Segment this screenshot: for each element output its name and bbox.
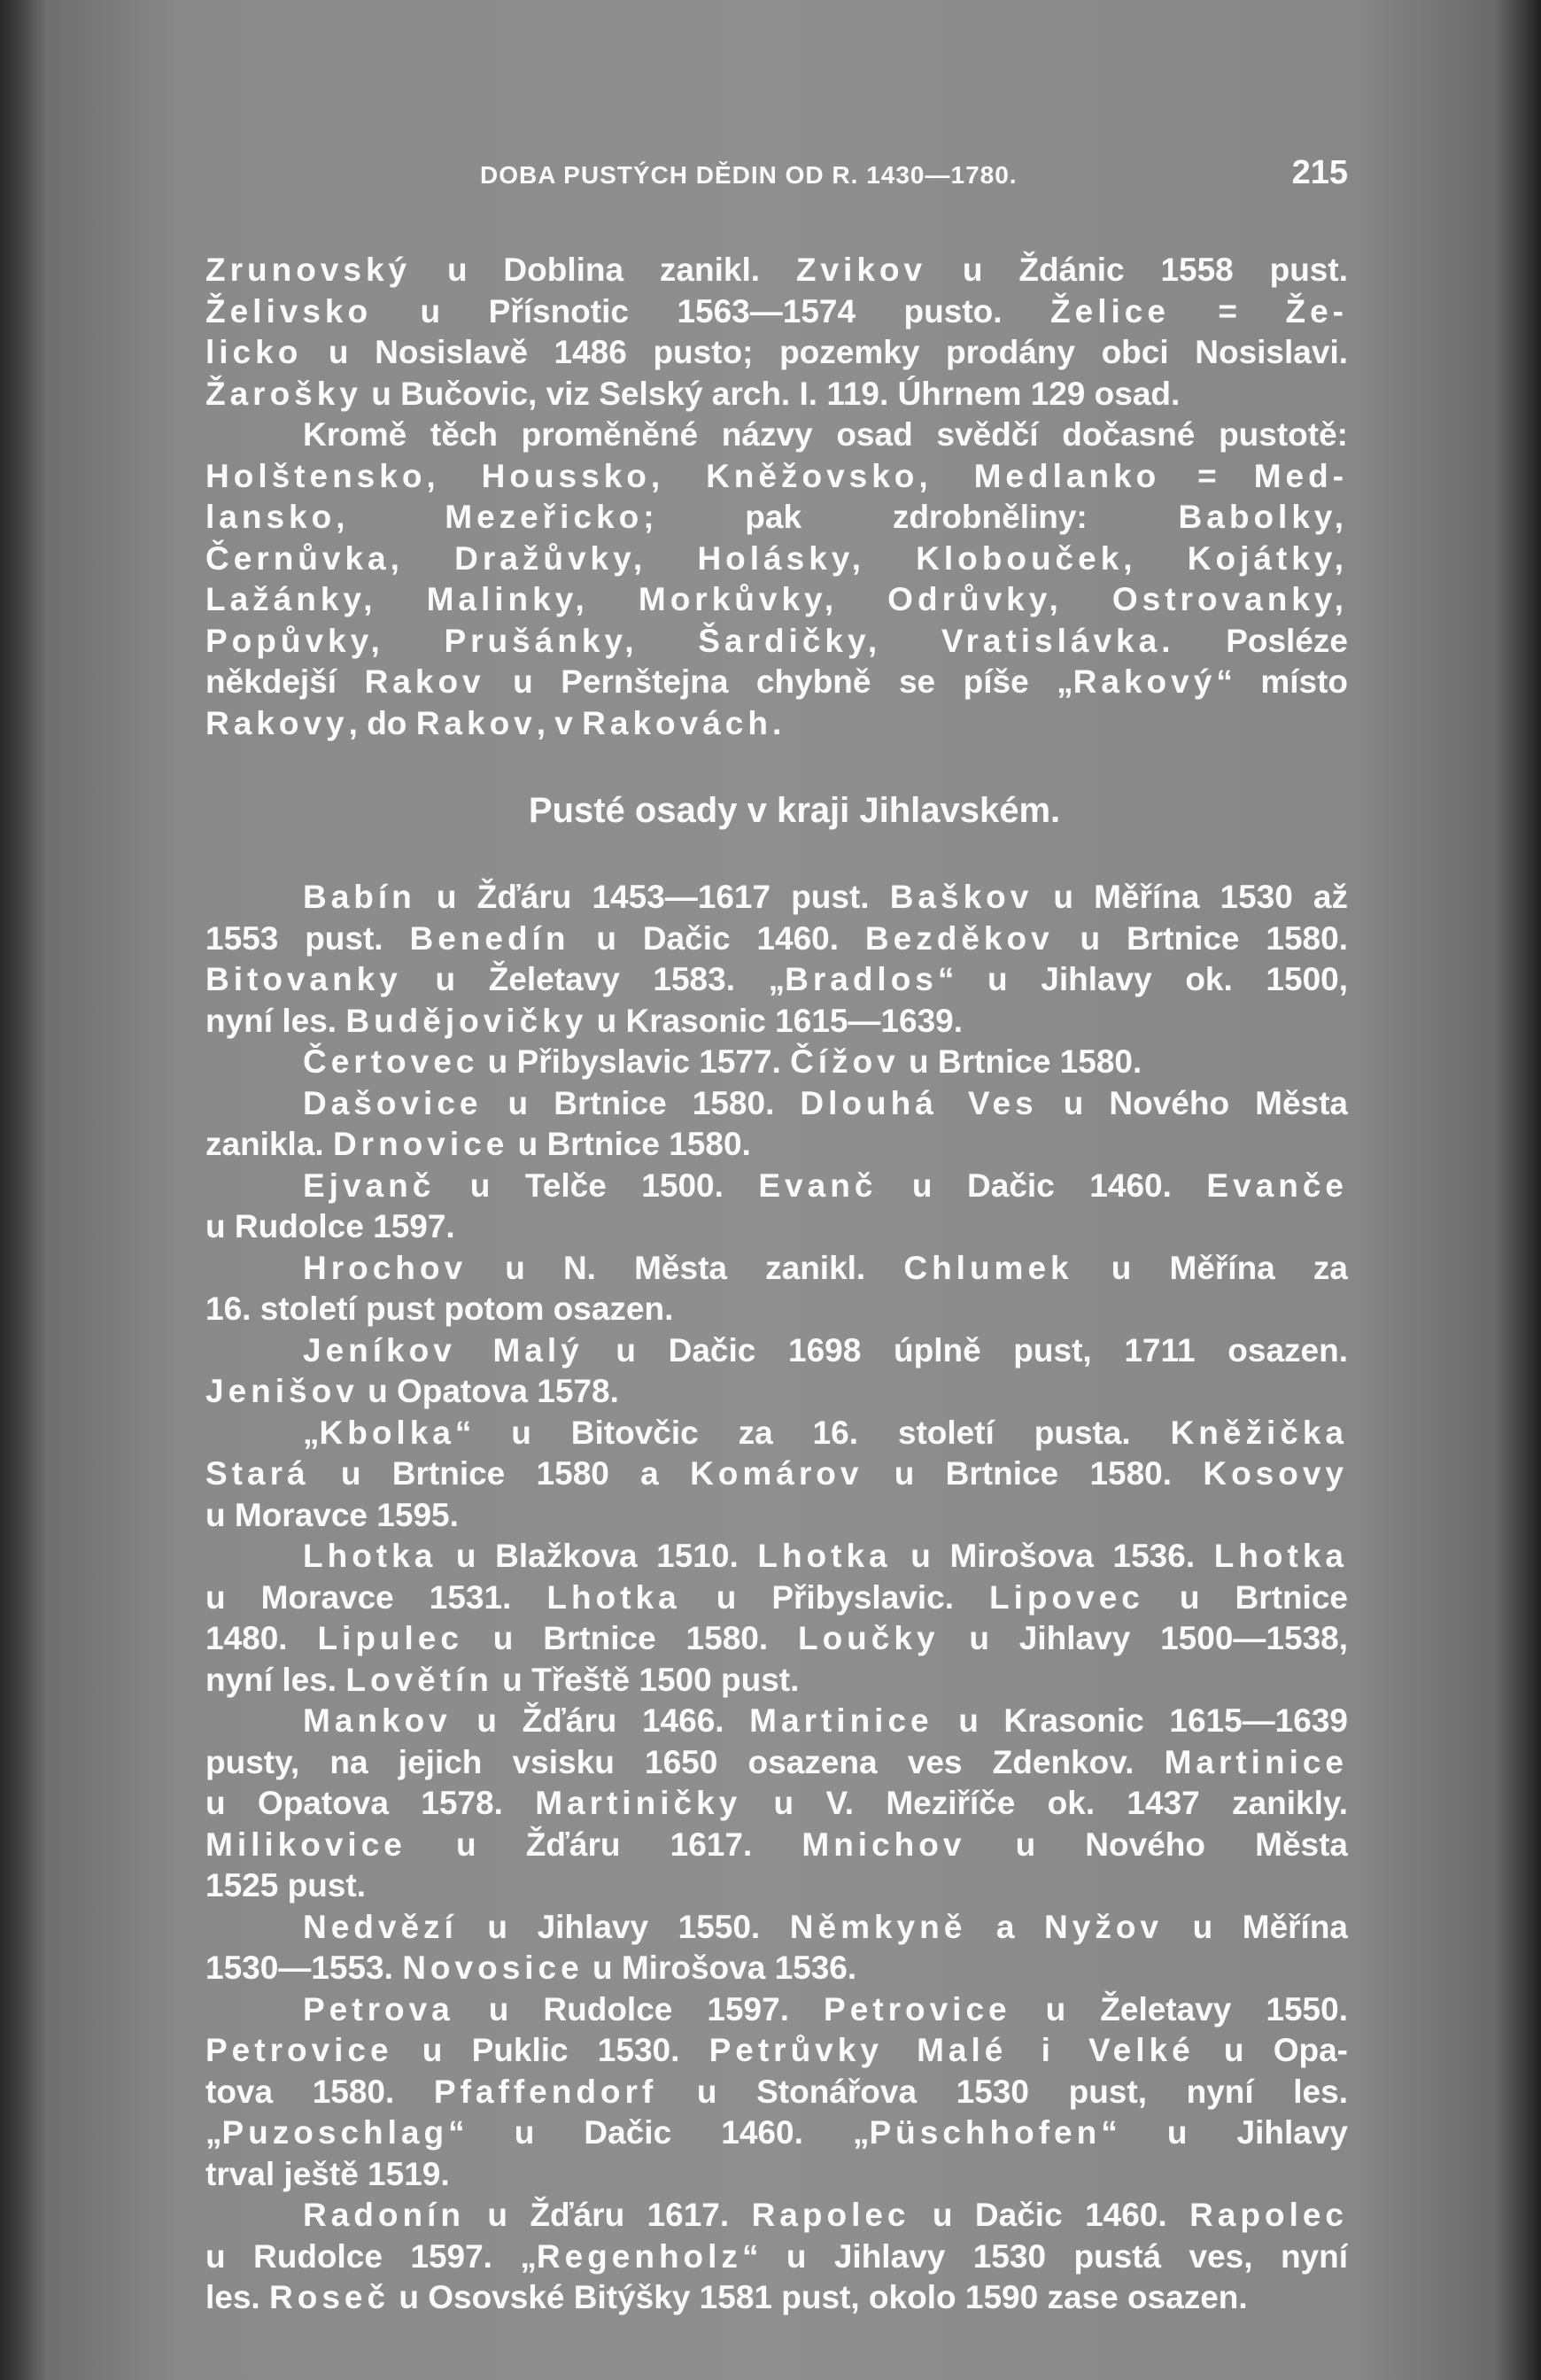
place-name: licko xyxy=(205,334,303,370)
place-name: Že- xyxy=(1285,292,1348,329)
place-name: Lipulec xyxy=(317,1620,463,1656)
text-run: u Mirošova 1536. xyxy=(891,1538,1214,1574)
paragraph xyxy=(205,1536,1348,1701)
paragraph xyxy=(205,1907,1348,1989)
text-run: „ xyxy=(303,1414,320,1451)
text-run: u Brtnice 1580. xyxy=(462,1620,798,1656)
text-line xyxy=(205,959,1348,1001)
place-name: Nyžov xyxy=(1044,1908,1164,1945)
text-line xyxy=(205,2237,1348,2278)
text-run: u Třeště 1500 pust. xyxy=(492,1661,800,1698)
text-run: u Krasonic 1615—1639. xyxy=(587,1002,964,1039)
running-title: DOBA PUSTÝCH DĚDIN OD R. 1430—1780. xyxy=(480,161,1018,189)
text-line xyxy=(205,1413,1348,1454)
text-run: = xyxy=(1169,292,1286,329)
place-name: Bezděkov xyxy=(864,919,1054,957)
text-run: u Nosislavě 1486 pusto; pozemky prodány obci Nosislavi. xyxy=(302,334,1348,370)
text-run: u Bučovic, viz Selský arch. I. 119. Úhrnem 129 osad. xyxy=(361,375,1181,412)
text-run: = xyxy=(1160,457,1254,494)
text-run: u Ždánic 1558 pust. xyxy=(926,252,1348,288)
place-name: Mnichov xyxy=(801,1826,966,1863)
place-name: Zrunovský xyxy=(205,252,412,288)
text-line xyxy=(205,621,1348,663)
place-name: Lipovec xyxy=(989,1578,1144,1616)
place-name: Popůvky, Prušánky, Šardičky, Vratislávka xyxy=(205,622,1162,659)
paragraph xyxy=(205,415,1348,744)
text-line xyxy=(205,1660,1348,1702)
paragraph xyxy=(205,1701,1348,1907)
text-line xyxy=(205,1825,1348,1866)
text-run: “ u Bitovčic za 16. století pusta. xyxy=(454,1414,1171,1451)
text-run: u Moravce 1595. xyxy=(205,1496,459,1533)
section-heading: Pusté osady v kraji Jihlavském. xyxy=(528,791,1061,830)
text-run: u Mirošova 1536. xyxy=(583,1950,857,1986)
place-name: Jenišov xyxy=(205,1373,359,1409)
text-run: u Opa- xyxy=(1194,2032,1348,2068)
place-name: Med- xyxy=(1253,457,1348,494)
place-name: Lhotka xyxy=(757,1538,892,1574)
place-name: Žarošky xyxy=(205,375,362,412)
text-run: u Pernštejna chybně se píše „ xyxy=(484,663,1073,700)
text-run: “ místo xyxy=(1216,663,1348,700)
text-line xyxy=(205,1618,1348,1660)
text-line xyxy=(205,2195,1348,2237)
text-run: u Jihlavy 1500—1538, xyxy=(939,1620,1348,1656)
page-number: 215 xyxy=(1291,154,1348,191)
text-line xyxy=(205,415,1348,456)
text-run: trval ještě 1519. xyxy=(205,2155,450,2192)
text-run: . xyxy=(771,704,782,741)
paragraph xyxy=(205,250,1348,415)
place-name: Rapolec xyxy=(1189,2197,1348,2233)
place-name: Rapolec xyxy=(751,2197,910,2233)
text-run: u N. Města zanikl. xyxy=(467,1249,904,1286)
text-run: “ u Jihlavy 1530 pustá ves, nyní xyxy=(741,2237,1348,2275)
text-run: někdejší xyxy=(205,663,365,700)
place-name: Mankov xyxy=(303,1702,452,1739)
place-name: Baškov xyxy=(889,879,1034,915)
place-name: Novosice xyxy=(402,1950,584,1986)
place-name: Zvikov xyxy=(795,252,927,288)
text-line xyxy=(205,2072,1348,2113)
text-run: “ u Dačic 1460. „ xyxy=(448,2114,870,2151)
text-run: u Stonářova 1530 pust, nyní les. xyxy=(657,2073,1348,2110)
place-name: lansko, Mezeřicko xyxy=(205,499,644,535)
text-line xyxy=(205,456,1348,498)
place-name: Jeníkov Malý xyxy=(303,1331,584,1368)
text-run: u Brtnice 1580. xyxy=(863,1455,1204,1492)
place-name: Lhotka xyxy=(1213,1538,1348,1574)
text-line xyxy=(205,332,1348,374)
text-line xyxy=(205,2154,1348,2196)
place-name: Bitovanky xyxy=(205,961,402,997)
text-run: u Žďáru 1466. xyxy=(451,1702,750,1739)
text-line xyxy=(205,2113,1348,2154)
text-line xyxy=(205,1742,1348,1784)
text-line xyxy=(205,291,1348,333)
paragraph xyxy=(205,1166,1348,1248)
text-run: u Dačic 1460. xyxy=(569,919,865,957)
text-line xyxy=(205,1371,1348,1413)
text-run: u V. Meziříče ok. 1437 zanikly. xyxy=(741,1785,1348,1821)
text-run: u Telče 1500. xyxy=(435,1167,759,1204)
place-name: Nedvězí xyxy=(303,1908,458,1945)
text-run: u Dačic 1460. xyxy=(910,2197,1190,2233)
place-name: Kbolka xyxy=(319,1414,455,1451)
text-line xyxy=(205,1042,1348,1083)
text-line xyxy=(205,1578,1348,1619)
text-run: , do xyxy=(348,704,416,741)
paragraph xyxy=(205,1413,1348,1537)
page-body xyxy=(205,250,1348,2319)
text-run: . Posléze xyxy=(1161,622,1348,659)
place-name: Roseč xyxy=(269,2279,391,2315)
text-run: u Opatova 1578. xyxy=(358,1373,619,1409)
text-run: “ u Jihlavy ok. 1500, xyxy=(937,961,1348,997)
text-line xyxy=(205,1330,1348,1372)
place-name: Ejvanč xyxy=(303,1167,436,1204)
paragraph xyxy=(205,1248,1348,1330)
place-name: Černůvka, Dražůvky, Holásky, Klobouček, Kojátky, xyxy=(205,539,1348,577)
text-run: u Opatova 1578. xyxy=(205,1785,536,1821)
place-name: Dašovice xyxy=(303,1084,483,1121)
text-run: nyní les. xyxy=(205,1661,346,1698)
text-line xyxy=(205,2030,1348,2072)
text-run: u Žďáru 1453—1617 pust. xyxy=(415,879,890,915)
place-name: Čížov xyxy=(790,1043,900,1080)
text-run: u Rudolce 1597. „ xyxy=(205,2237,537,2275)
place-name: Petrova xyxy=(303,1990,454,2027)
book-page xyxy=(205,142,1348,2315)
text-run: u Brtnice 1580. xyxy=(508,1126,751,1162)
text-line xyxy=(205,1701,1348,1742)
place-name: Bradlos xyxy=(785,961,938,997)
place-name: Evanče xyxy=(1206,1167,1348,1204)
place-name: Pfaffendorf xyxy=(433,2073,658,2110)
text-line xyxy=(205,1495,1348,1537)
text-run: u Blažkova 1510. xyxy=(437,1538,758,1574)
place-name: Rakov xyxy=(364,663,485,700)
place-name: Lažánky, Malinky, Morkůvky, Odrůvky, Ostrovanky, xyxy=(205,581,1348,617)
text-run: pusty, na jejich vsisku 1650 osazena ves Zdenkov. xyxy=(205,1743,1165,1780)
text-run: u Měřína za xyxy=(1073,1249,1348,1286)
text-run: 16. století pust potom osazen. xyxy=(205,1291,674,1327)
text-line xyxy=(205,877,1348,919)
text-line xyxy=(205,1536,1348,1578)
text-run: u Rudolce 1597. xyxy=(205,1208,455,1244)
text-run: u Jihlavy 1550. xyxy=(457,1908,790,1945)
place-name: Hrochov xyxy=(303,1249,468,1286)
running-header xyxy=(205,142,1348,213)
place-name: Evanč xyxy=(758,1167,878,1204)
place-name: Kněžička xyxy=(1170,1414,1348,1451)
place-name: Petrovice xyxy=(205,2032,393,2068)
text-run: u Brtnice 1580. xyxy=(1053,919,1348,957)
text-line xyxy=(205,1865,1348,1907)
text-run: , v xyxy=(536,704,583,741)
place-name: Kosovy xyxy=(1203,1455,1348,1492)
text-run: u Brtnice 1580. xyxy=(482,1084,801,1121)
place-name: Lovětín xyxy=(345,1661,493,1698)
place-name: Puzoschlag xyxy=(221,2114,449,2151)
text-run: u Přísnotic 1563—1574 pusto. xyxy=(372,292,1051,329)
text-run: u Přibyslavic. xyxy=(680,1578,990,1616)
place-name: Regenholz xyxy=(536,2237,742,2275)
place-name: Rakov xyxy=(415,704,537,741)
text-run: u Puklic 1530. xyxy=(392,2032,709,2068)
place-name: Rakový xyxy=(1073,663,1217,700)
place-name: Drnovice xyxy=(332,1126,509,1162)
paragraph xyxy=(205,2195,1348,2319)
text-run: u Krasonic 1615—1639 xyxy=(933,1702,1348,1739)
text-run: u Brtnice xyxy=(1143,1578,1348,1616)
text-line xyxy=(205,579,1348,621)
place-name: Želice xyxy=(1050,292,1170,329)
text-run: Kromě těch proměněné názvy osad svědčí dočasné pustotě: xyxy=(303,416,1348,453)
text-line xyxy=(205,1907,1348,1949)
text-line xyxy=(205,1083,1348,1125)
text-line xyxy=(205,497,1348,539)
text-run: nyní les. xyxy=(205,1002,346,1039)
paragraph xyxy=(205,1042,1348,1083)
place-name: Martiničky xyxy=(535,1785,742,1821)
text-run: a xyxy=(966,1908,1045,1945)
text-run: u Dačic 1698 úplně pust, 1711 osazen. xyxy=(583,1331,1348,1368)
text-run: u Želetavy 1583. „ xyxy=(401,961,786,997)
text-run: u Doblina zanikl. xyxy=(411,252,796,288)
text-run: tova 1580. xyxy=(205,2073,434,2110)
text-run: ; pak zdrobněliny: xyxy=(643,499,1179,535)
text-run: 1530—1553. xyxy=(205,1950,403,1986)
place-name: Petrovice xyxy=(824,1990,1011,2027)
place-name: Loučky xyxy=(797,1620,940,1656)
text-line xyxy=(205,1248,1348,1290)
place-name: Budějovičky xyxy=(345,1002,588,1039)
text-run: u Žďáru 1617. xyxy=(464,2197,752,2233)
text-run: “ u Jihlavy xyxy=(1101,2114,1348,2151)
text-run: 1480. xyxy=(205,1620,318,1656)
paragraph xyxy=(205,877,1348,1042)
place-name: Dlouhá Ves xyxy=(800,1084,1038,1121)
text-run: zanikla. xyxy=(205,1126,333,1162)
text-line xyxy=(205,250,1348,291)
text-line xyxy=(205,539,1348,580)
text-run: u Želetavy 1550. xyxy=(1011,1990,1348,2027)
text-run: u Žďáru 1617. xyxy=(406,1826,802,1863)
text-run: „ xyxy=(205,2114,222,2151)
text-line xyxy=(205,662,1348,703)
text-run: u Brtnice 1580 a xyxy=(309,1455,691,1492)
place-name: Želivsko xyxy=(205,292,373,329)
place-name: Holštensko, Houssko, Kněžovsko, Medlanko xyxy=(205,457,1161,494)
text-line xyxy=(205,919,1348,960)
text-run: u Brtnice 1580. xyxy=(899,1043,1142,1080)
place-name: Rakovách xyxy=(582,704,772,741)
text-run: u Měřína xyxy=(1163,1908,1348,1945)
place-name: Lhotka xyxy=(546,1578,681,1616)
place-name: Lhotka xyxy=(303,1538,438,1574)
text-run: 1553 pust. xyxy=(205,919,410,957)
text-line xyxy=(205,1124,1348,1166)
place-name: Stará xyxy=(205,1455,310,1492)
place-name: Babín xyxy=(303,879,416,915)
place-name: Petrůvky Malé i Velké xyxy=(709,2032,1195,2068)
text-line xyxy=(205,1166,1348,1207)
text-run: u Měřína 1530 až xyxy=(1033,879,1348,915)
text-run: u Dačic 1460. xyxy=(877,1167,1207,1204)
text-line xyxy=(205,703,1348,745)
text-line xyxy=(205,1001,1348,1043)
paragraph xyxy=(205,1330,1348,1413)
text-run: u Nového Města xyxy=(965,1826,1348,1863)
text-run: les. xyxy=(205,2279,269,2315)
text-line xyxy=(205,2277,1348,2319)
place-name: Martinice xyxy=(1164,1743,1348,1780)
text-line xyxy=(205,1289,1348,1330)
place-name: Püschhofen xyxy=(869,2114,1102,2151)
place-name: Komárov xyxy=(690,1455,863,1492)
place-name: Chlumek xyxy=(903,1249,1073,1286)
place-name: Benedín xyxy=(409,919,570,957)
place-name: Rakovy xyxy=(205,704,349,741)
text-run: u Rudolce 1597. xyxy=(453,1990,825,2027)
text-line xyxy=(205,1454,1348,1495)
text-run: u Nového Města xyxy=(1037,1084,1348,1121)
place-name: Babolky, xyxy=(1178,499,1348,535)
text-line xyxy=(205,1989,1348,2031)
text-run: u Moravce 1531. xyxy=(205,1578,547,1616)
text-run: 1525 pust. xyxy=(205,1867,366,1903)
place-name: Radonín xyxy=(303,2197,465,2233)
text-run: u Přibyslavic 1577. xyxy=(478,1043,791,1080)
text-line xyxy=(205,1783,1348,1825)
place-name: Němkyně xyxy=(789,1908,967,1945)
paragraph xyxy=(205,1989,1348,2196)
text-run: u Osovské Bitýšky 1581 pust, okolo 1590 zase osazen. xyxy=(390,2279,1248,2315)
text-line xyxy=(205,1206,1348,1248)
text-line xyxy=(205,374,1348,415)
place-name: Martinice xyxy=(749,1702,933,1739)
place-name: Milikovice xyxy=(205,1826,407,1863)
place-name: Čertovec xyxy=(303,1043,479,1080)
text-line xyxy=(205,1948,1348,1989)
paragraph xyxy=(205,1083,1348,1166)
